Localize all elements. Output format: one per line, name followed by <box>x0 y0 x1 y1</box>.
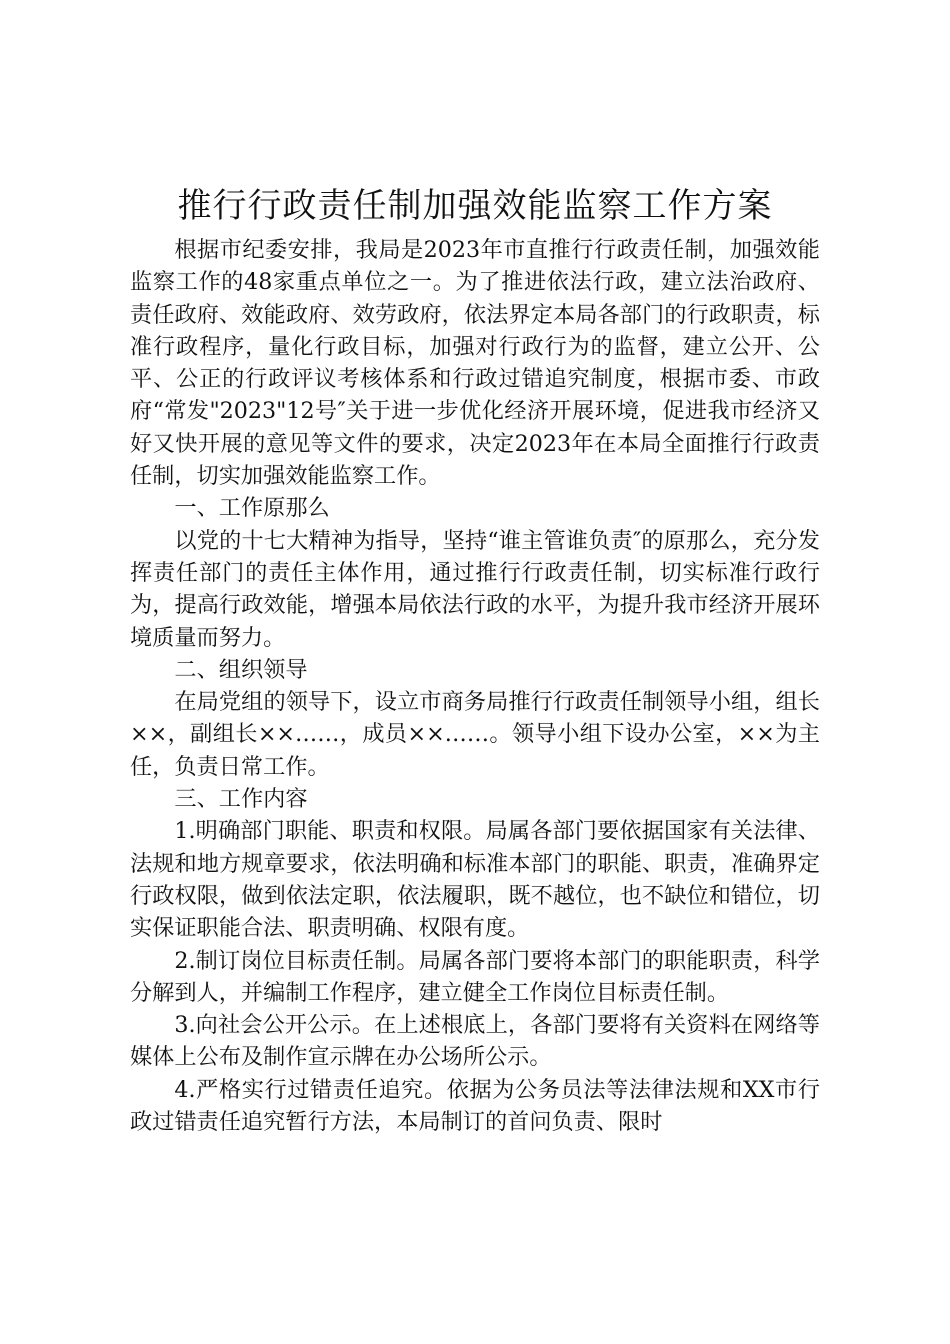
content-item-4: 4.严格实行过错责任追究。依据为公务员法等法律法规和XX市行政过错责任追究暂行方法，本局制订的首问负责、限时 <box>130 1076 820 1136</box>
content-item-2: 2.制订岗位目标责任制。局属各部门要将本部门的职能职责，科学分解到人，并编制工作程序，建立健全工作岗位目标责任制。 <box>130 947 820 1006</box>
section-text-principles: 以党的十七大精神为指导，坚持“谁主管谁负责″的原那么，充分发挥责任部门的责任主体作用，通过推行行政责任制，切实标准行政行为，提高行政效能，增强本局依法行政的水平，为提升我市经济开展环境质量而努力。 <box>130 527 820 651</box>
intro-paragraph: 根据市纪委安排，我局是2023年市直推行行政责任制，加强效能监察工作的48家重点单位之一。为了推进依法行政，建立法治政府、责任政府、效能政府、效劳政府，依法界定本局各部门的行政职责，标准行政程序，量化行政目标，加强对行政行为的监督，建立公开、公平、公正的行政评议考核体系和行政过错追究制度，根据市委、市政府“常发"2023"12号″关于进一步优化经济开展环境，促进我市经济又好又快开展的意见等文件的要求，决定2023年在本局全面推行行政责任制，切实加强效能监察工作。 <box>130 237 820 490</box>
document-title: 推行行政责任制加强效能监察工作方案 <box>177 186 773 226</box>
section-heading-content: 三、工作内容 <box>174 786 308 813</box>
content-item-1: 1.明确部门职能、职责和权限。局属各部门要依据国家有关法律、法规和地方规章要求，依法明确和标准本部门的职能、职责，准确界定行政权限，做到依法定职，依法履职，既不越位，也不缺位和错位，切实保证职能合法、职责明确、权限有度。 <box>130 818 820 942</box>
content-item-3: 3.向社会公开公示。在上述根底上，各部门要将有关资料在网络等媒体上公布及制作宣示牌在办公场所公示。 <box>130 1012 820 1071</box>
document-body <box>130 234 820 1138</box>
section-heading-principles: 一、工作原那么 <box>174 495 330 522</box>
section-text-organization: 在局党组的领导下，设立市商务局推行行政责任制领导小组，组长××，副组长××……，成员××……。领导小组下设办公室，××为主任，负责日常工作。 <box>130 689 820 780</box>
section-heading-organization: 二、组织领导 <box>174 656 308 683</box>
